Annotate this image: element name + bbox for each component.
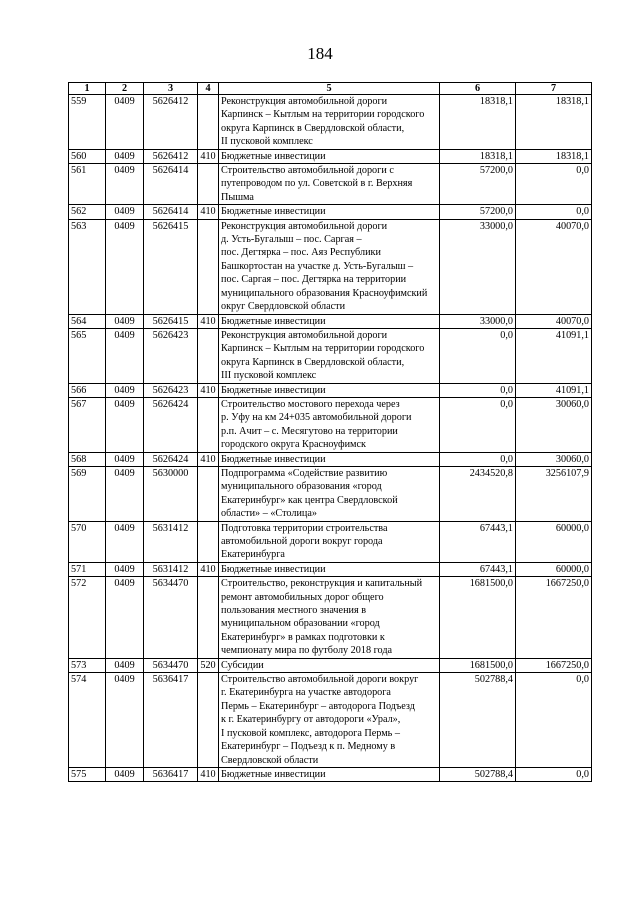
header-col-3: 3: [144, 83, 198, 95]
target-article-code: 5626414: [144, 164, 198, 205]
amount-col-6: 502788,4: [440, 767, 516, 781]
table-row: [69, 658, 592, 672]
amount-col-7: 18318,1: [516, 95, 592, 150]
amount-col-7: 0,0: [516, 205, 592, 219]
amount-col-7: 60000,0: [516, 521, 592, 562]
table-row: [69, 452, 592, 466]
item-name: Подпрограмма «Содействие развитию муниципального образования «город Екатеринбург» как центра Свердловской области» – «Столица»: [219, 466, 440, 521]
table-row: [69, 95, 592, 150]
section-code: 0409: [106, 577, 144, 658]
item-name: Строительство автомобильной дороги вокруг г. Екатеринбурга на участке автодорога Пермь – Екатеринбург – автодорога Подъезд к г. Екатеринбургу от автодороги «Урал», I пусковой комплекс, автодорога Пермь – Екатеринбург – Подъезд к п. Медному в Свердловской области: [219, 673, 440, 768]
amount-col-7: 0,0: [516, 673, 592, 768]
expense-type-code: [198, 521, 219, 562]
amount-col-7: 18318,1: [516, 149, 592, 163]
target-article-code: 5626423: [144, 383, 198, 397]
table-row: [69, 219, 592, 314]
expense-type-code: 410: [198, 562, 219, 576]
amount-col-6: 0,0: [440, 452, 516, 466]
amount-col-7: 1667250,0: [516, 577, 592, 658]
expense-type-code: [198, 164, 219, 205]
header-col-1: 1: [69, 83, 106, 95]
table-row: [69, 397, 592, 452]
target-article-code: 5634470: [144, 658, 198, 672]
target-article-code: 5631412: [144, 521, 198, 562]
expense-type-code: [198, 219, 219, 314]
amount-col-7: 30060,0: [516, 397, 592, 452]
target-article-code: 5626414: [144, 205, 198, 219]
amount-col-7: 0,0: [516, 164, 592, 205]
target-article-code: 5636417: [144, 673, 198, 768]
item-name: Реконструкция автомобильной дороги Карпинск – Кытлым на территории городского округа Карпинск в Свердловской области, II пусковой комплекс: [219, 95, 440, 150]
amount-col-6: 0,0: [440, 397, 516, 452]
section-code: 0409: [106, 383, 144, 397]
section-code: 0409: [106, 397, 144, 452]
expense-type-code: [198, 328, 219, 383]
expense-type-code: [198, 577, 219, 658]
section-code: 0409: [106, 521, 144, 562]
row-number: 569: [69, 466, 106, 521]
target-article-code: 5631412: [144, 562, 198, 576]
expense-type-code: [198, 95, 219, 150]
table-row: [69, 314, 592, 328]
item-name: Бюджетные инвестиции: [219, 562, 440, 576]
row-number: 572: [69, 577, 106, 658]
amount-col-6: 18318,1: [440, 149, 516, 163]
amount-col-6: 502788,4: [440, 673, 516, 768]
amount-col-6: 67443,1: [440, 562, 516, 576]
amount-col-6: 67443,1: [440, 521, 516, 562]
header-col-2: 2: [106, 83, 144, 95]
target-article-code: 5626424: [144, 397, 198, 452]
target-article-code: 5630000: [144, 466, 198, 521]
row-number: 573: [69, 658, 106, 672]
section-code: 0409: [106, 95, 144, 150]
section-code: 0409: [106, 673, 144, 768]
item-name: Бюджетные инвестиции: [219, 383, 440, 397]
expense-type-code: 410: [198, 149, 219, 163]
target-article-code: 5626423: [144, 328, 198, 383]
expense-type-code: 410: [198, 452, 219, 466]
table-row: [69, 328, 592, 383]
table-row: [69, 164, 592, 205]
item-name: Строительство, реконструкция и капитальный ремонт автомобильных дорог общего пользования местного значения в муниципальном образовании «город Екатеринбург» в рамках подготовки к чемпионату мира по футболу 2018 года: [219, 577, 440, 658]
target-article-code: 5634470: [144, 577, 198, 658]
amount-col-7: 1667250,0: [516, 658, 592, 672]
expense-type-code: 410: [198, 205, 219, 219]
target-article-code: 5636417: [144, 767, 198, 781]
section-code: 0409: [106, 452, 144, 466]
amount-col-7: 40070,0: [516, 219, 592, 314]
section-code: 0409: [106, 219, 144, 314]
table-row: [69, 466, 592, 521]
header-col-7: 7: [516, 83, 592, 95]
item-name: Бюджетные инвестиции: [219, 452, 440, 466]
amount-col-6: 57200,0: [440, 164, 516, 205]
amount-col-6: 18318,1: [440, 95, 516, 150]
amount-col-7: 30060,0: [516, 452, 592, 466]
amount-col-6: 0,0: [440, 328, 516, 383]
expense-type-code: 520: [198, 658, 219, 672]
row-number: 565: [69, 328, 106, 383]
amount-col-6: 1681500,0: [440, 577, 516, 658]
page-number: 184: [307, 44, 333, 63]
table-row: [69, 562, 592, 576]
expense-type-code: 410: [198, 314, 219, 328]
target-article-code: 5626412: [144, 95, 198, 150]
amount-col-7: 41091,1: [516, 328, 592, 383]
header-col-4: 4: [198, 83, 219, 95]
row-number: 575: [69, 767, 106, 781]
expense-type-code: [198, 466, 219, 521]
table-row: [69, 521, 592, 562]
amount-col-6: 33000,0: [440, 314, 516, 328]
expense-type-code: 410: [198, 383, 219, 397]
header-row: [69, 83, 592, 95]
row-number: 563: [69, 219, 106, 314]
item-name: Бюджетные инвестиции: [219, 314, 440, 328]
table-row: [69, 383, 592, 397]
amount-col-7: 40070,0: [516, 314, 592, 328]
section-code: 0409: [106, 149, 144, 163]
table-row: [69, 205, 592, 219]
target-article-code: 5626415: [144, 219, 198, 314]
amount-col-6: 0,0: [440, 383, 516, 397]
target-article-code: 5626412: [144, 149, 198, 163]
table-row: [69, 673, 592, 768]
amount-col-6: 33000,0: [440, 219, 516, 314]
row-number: 560: [69, 149, 106, 163]
section-code: 0409: [106, 767, 144, 781]
row-number: 568: [69, 452, 106, 466]
table-row: [69, 149, 592, 163]
section-code: 0409: [106, 164, 144, 205]
row-number: 559: [69, 95, 106, 150]
item-name: Бюджетные инвестиции: [219, 149, 440, 163]
expense-type-code: [198, 397, 219, 452]
row-number: 562: [69, 205, 106, 219]
table-row: [69, 767, 592, 781]
item-name: Строительство мостового перехода через р. Уфу на км 24+035 автомобильной дороги р.п. Ачит – с. Месягутово на территории городского округа Красноуфимск: [219, 397, 440, 452]
expense-type-code: 410: [198, 767, 219, 781]
item-name: Субсидии: [219, 658, 440, 672]
amount-col-7: 0,0: [516, 767, 592, 781]
amount-col-7: 3256107,9: [516, 466, 592, 521]
amount-col-6: 57200,0: [440, 205, 516, 219]
header-col-6: 6: [440, 83, 516, 95]
row-number: 564: [69, 314, 106, 328]
section-code: 0409: [106, 658, 144, 672]
amount-col-6: 1681500,0: [440, 658, 516, 672]
item-name: Реконструкция автомобильной дороги д. Усть-Бугалыш – пос. Саргая – пос. Дегтярка – пос. Аяз Республики Башкортостан на участке д. Усть-Бугалыш – пос. Саргая – пос. Дегтярка на территории муниципального образования Красноуфимский округ Свердловской области: [219, 219, 440, 314]
amount-col-7: 60000,0: [516, 562, 592, 576]
amount-col-7: 41091,1: [516, 383, 592, 397]
item-name: Строительство автомобильной дороги с путепроводом по ул. Советской в г. Верхняя Пышма: [219, 164, 440, 205]
amount-col-6: 2434520,8: [440, 466, 516, 521]
item-name: Бюджетные инвестиции: [219, 767, 440, 781]
row-number: 567: [69, 397, 106, 452]
row-number: 574: [69, 673, 106, 768]
table-row: [69, 577, 592, 658]
item-name: Подготовка территории строительства автомобильной дороги вокруг города Екатеринбурга: [219, 521, 440, 562]
section-code: 0409: [106, 562, 144, 576]
budget-table: [68, 82, 592, 782]
row-number: 571: [69, 562, 106, 576]
section-code: 0409: [106, 466, 144, 521]
section-code: 0409: [106, 328, 144, 383]
row-number: 561: [69, 164, 106, 205]
target-article-code: 5626424: [144, 452, 198, 466]
section-code: 0409: [106, 314, 144, 328]
target-article-code: 5626415: [144, 314, 198, 328]
item-name: Реконструкция автомобильной дороги Карпинск – Кытлым на территории городского округа Карпинск в Свердловской области, III пусковой комплекс: [219, 328, 440, 383]
section-code: 0409: [106, 205, 144, 219]
row-number: 566: [69, 383, 106, 397]
row-number: 570: [69, 521, 106, 562]
expense-type-code: [198, 673, 219, 768]
header-col-5: 5: [219, 83, 440, 95]
item-name: Бюджетные инвестиции: [219, 205, 440, 219]
